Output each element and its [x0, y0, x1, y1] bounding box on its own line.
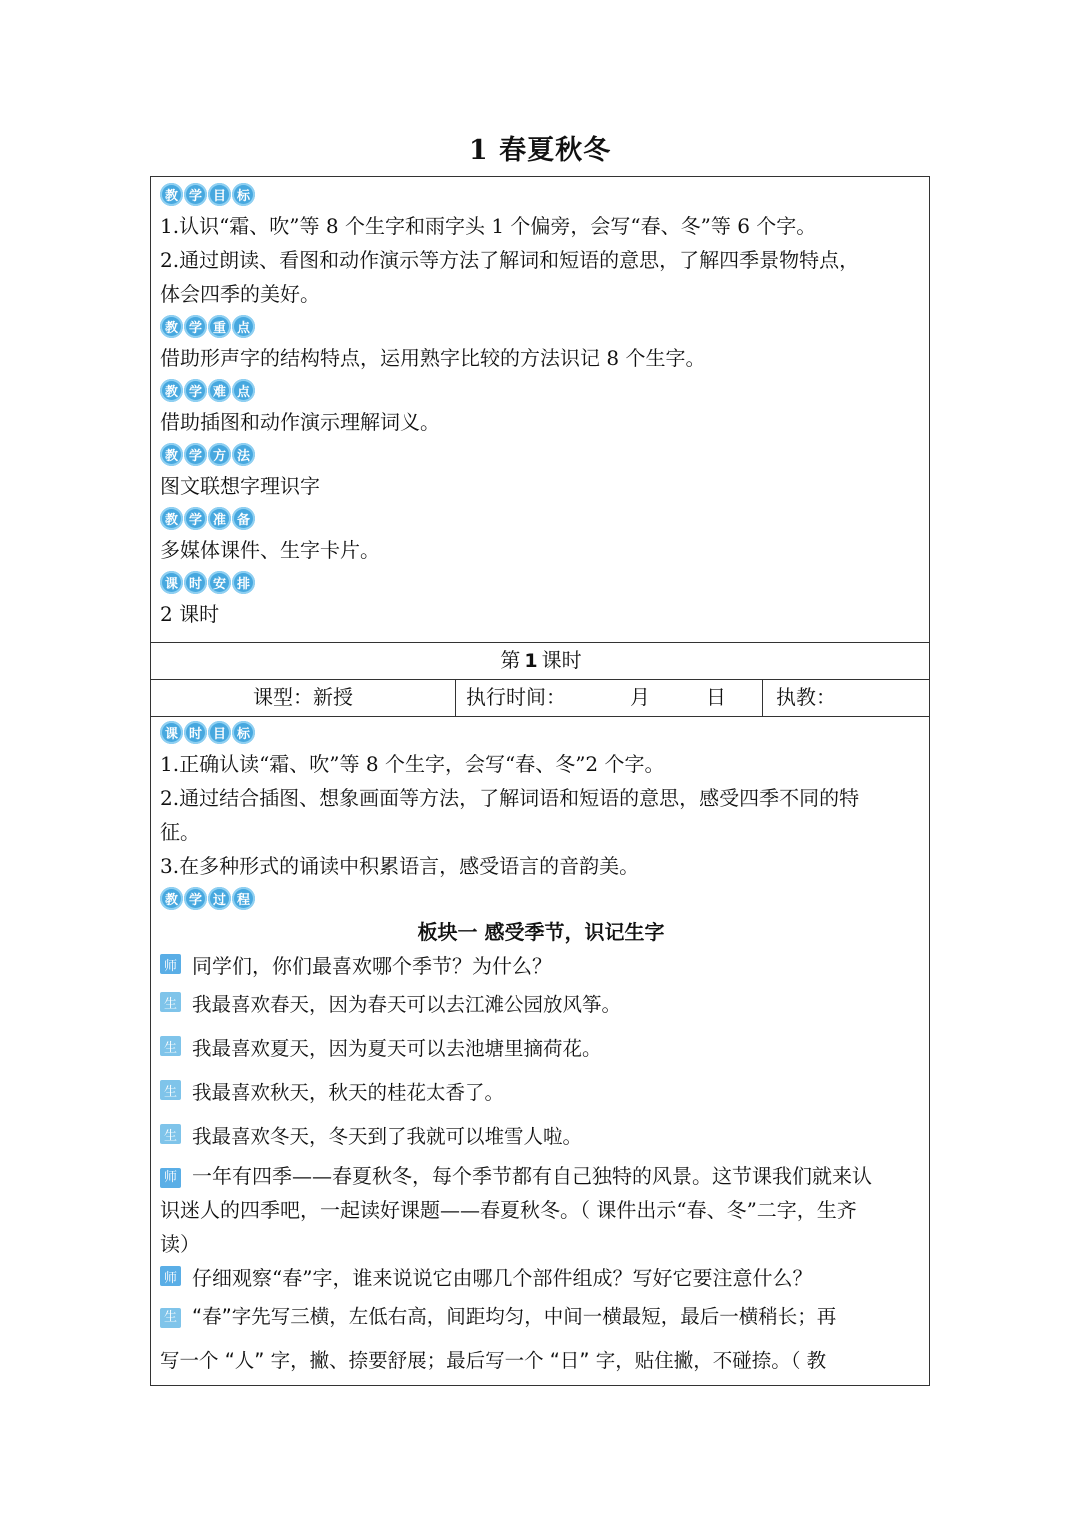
teacher-icon: 师 — [160, 1266, 181, 1286]
preparation-text: 多媒体课件、生字卡片。 — [160, 538, 380, 562]
teacher-cell: 执教： — [776, 685, 836, 709]
lesson-plan-table — [150, 176, 930, 1386]
lesson-goal-line: 3.在多种形式的诵读中积累语言，感受语言的音韵美。 — [160, 854, 640, 878]
lesson-body-section — [151, 717, 930, 1383]
badge-preparation: 教 学 准 备 — [160, 503, 930, 533]
student-line: 生 我最喜欢夏天，因为夏天可以去池塘里摘荷花。 — [160, 1027, 930, 1071]
badge-teaching-goals: 教 学 目 标 — [160, 179, 930, 209]
student-icon: 生 — [160, 1080, 181, 1100]
student-line: 生 我最喜欢春天，因为春天可以去江滩公园放风筝。 — [160, 983, 930, 1027]
schedule-text: 2 课时 — [160, 602, 220, 626]
lesson-goal-line: 2.通过结合插图、想象画面等方法，了解词语和短语的意思，感受四季不同的特 — [160, 786, 860, 810]
teacher-line: 师 同学们，你们最喜欢哪个季节？为什么？ — [160, 949, 930, 983]
overview-section — [151, 177, 930, 642]
lesson-number: 1 — [524, 650, 538, 672]
teacher-line: 师 一年有四季——春夏秋冬，每个季节都有自己独特的风景。这节课我们就来认 识迷人的四季吧，一起读好课题——春夏秋冬。（ 课件出示“春、冬”二字，生齐 读） — [160, 1164, 872, 1256]
student-icon: 生 — [160, 1036, 181, 1056]
key-points-text: 借助形声字的结构特点，运用熟字比较的方法识记 8 个生字。 — [160, 346, 706, 370]
badge-difficulties: 教 学 难 点 — [160, 375, 930, 405]
badge-key-points: 教 学 重 点 — [160, 311, 930, 341]
teacher-line: 师 仔细观察“春”字，谁来说说它由哪几个部件组成？写好它要注意什么？ — [160, 1261, 930, 1295]
badge-teaching-process: 教 学 过 程 — [160, 883, 930, 913]
teacher-icon: 师 — [160, 954, 181, 974]
student-line: 生 我最喜欢秋天，秋天的桂花太香了。 — [160, 1071, 930, 1115]
student-icon: 生 — [160, 1124, 181, 1144]
badge-lesson-goals: 课 时 目 标 — [160, 717, 930, 747]
badge-schedule: 课 时 安 排 — [160, 567, 930, 597]
difficulties-text: 借助插图和动作演示理解词义。 — [160, 410, 440, 434]
methods-text: 图文联想字理识字 — [160, 474, 320, 498]
student-line: 生 “春”字先写三横，左低右高，间距均匀，中间一横最短，最后一横稍长；再 写一个 “人” 字，撇、捺要舒展；最后写一个 “日” 字，贴住撇，不碰捺。（ 教 — [160, 1305, 837, 1372]
lesson-number-row: 第 1 课时 — [151, 642, 930, 680]
teacher-icon: 师 — [160, 1168, 181, 1188]
lesson-goal-line: 1.正确认读“霜、吹”等 8 个生字，会写“春、冬”2 个字。 — [160, 752, 665, 776]
lesson-goal-line: 征。 — [160, 820, 200, 844]
badge-methods: 教 学 方 法 — [160, 439, 930, 469]
lesson-info-row — [151, 680, 930, 717]
page-title: 1 春夏秋冬 — [468, 135, 612, 166]
section-title: 板块一 感受季节，识记生字 — [417, 920, 665, 944]
student-icon: 生 — [160, 1308, 181, 1328]
lesson-type-cell: 课型：新授 — [151, 680, 456, 716]
goal-line: 2.通过朗读、看图和动作演示等方法了解词和短语的意思，了解四季景物特点， — [160, 248, 860, 272]
student-line: 生 我最喜欢冬天，冬天到了我就可以堆雪人啦。 — [160, 1115, 930, 1159]
student-icon: 生 — [160, 992, 181, 1012]
goal-line: 体会四季的美好。 — [160, 282, 320, 306]
execution-time-cell: 执行时间： 月 日 — [456, 680, 763, 716]
goal-line: 1.认识“霜、吹”等 8 个生字和雨字头 1 个偏旁，会写“春、冬”等 6 个字。 — [160, 214, 817, 238]
